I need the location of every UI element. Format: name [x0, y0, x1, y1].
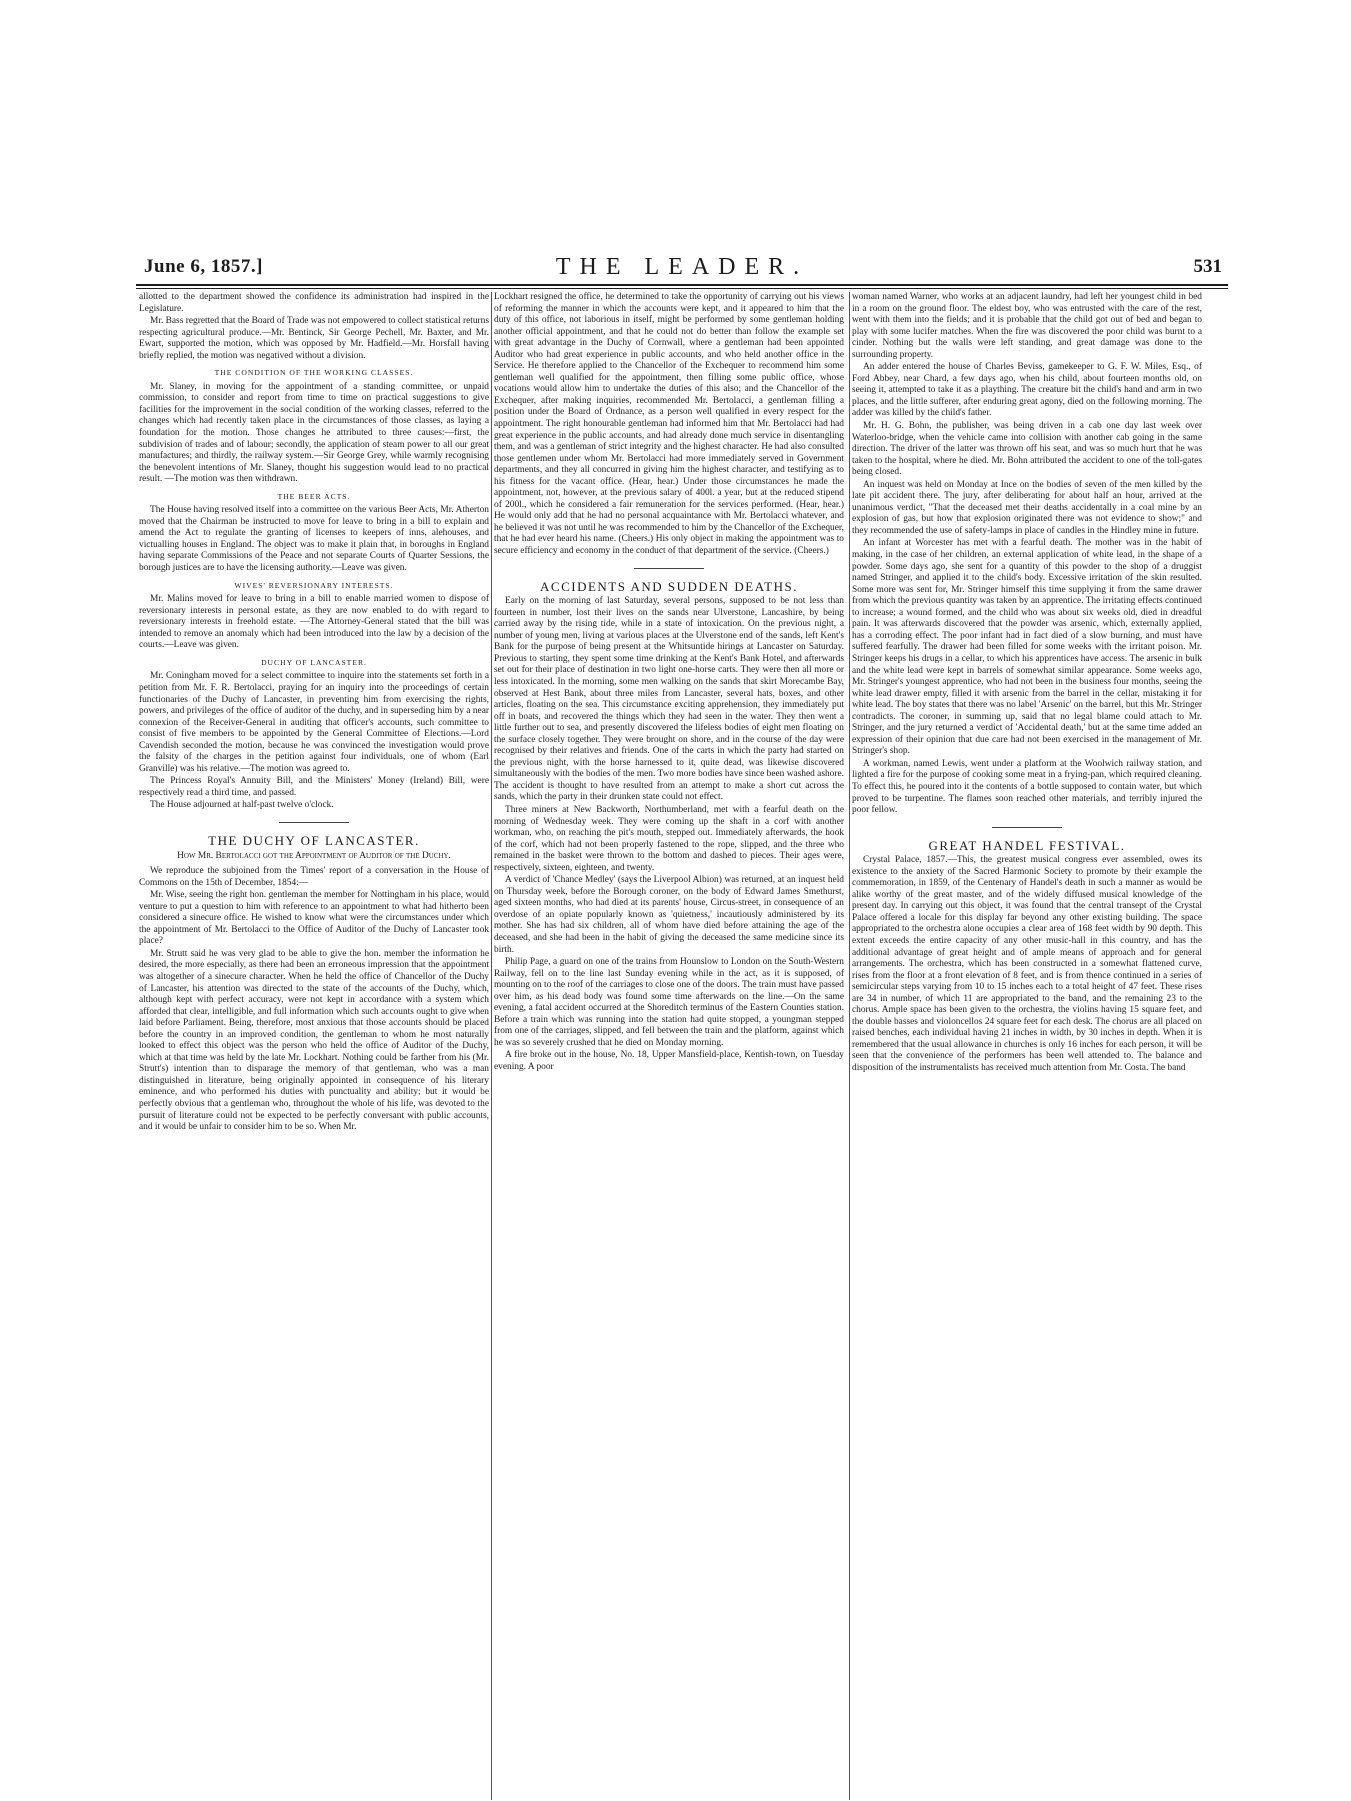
- section-rule: [634, 568, 704, 569]
- paragraph: Three miners at New Backworth, Northumberland, met with a fearful death on the morning of Wednesday week. They were coming up the shaft in a corf with another workman, who, on reaching the pit's mouth, stepped out. Immediately afterwards, the hook of the corf, which had not been properly fastened to the rope, slipped, and the three who remained in the basket were thrown to the bottom and dashed to pieces. Their ages were, respectively, sixteen, eighteen, and twenty.: [494, 804, 844, 873]
- newspaper-title: THE LEADER.: [555, 254, 809, 280]
- paragraph: A fire broke out in the house, No. 18, Upper Mansfield-place, Kentish-town, on Tuesday evening. A poor: [494, 1050, 844, 1072]
- masthead: [136, 252, 1228, 282]
- section-rule: [279, 822, 349, 823]
- issue-date: June 6, 1857.]: [144, 256, 263, 277]
- article-heading: GREAT HANDEL FESTIVAL.: [928, 837, 1126, 853]
- column-1: [139, 292, 489, 1135]
- section-rule: [992, 827, 1062, 828]
- paragraph: Mr. Wise, seeing the right hon. gentleman the member for Nottingham in his place, would venture to put a question to him with reference to an appointment to what had hitherto been considered a sinecure office. He wished to know what were the circumstances under which the appointment of Mr. Bertolacci to the Office of Auditor of the Duchy of Lancaster took place?: [139, 890, 489, 947]
- paragraph: woman named Warner, who works at an adjacent laundry, had left her youngest child in bed in a room on the ground floor. The eldest boy, who was entrusted with the care of the rest, went with them into the fields; and it is probable that the child got out of bed and began to play with some lucifer matches. When the fire was discovered the poor child was burnt to a cinder. Nothing but the walls were left standing, and great damage was done to the surrounding property.: [852, 292, 1202, 360]
- column-divider: [849, 292, 850, 1800]
- section-subheading: THE BEER ACTS.: [277, 491, 351, 501]
- paragraph: Mr. Bass regretted that the Board of Trade was not empowered to collect statistical returns respecting agricultural produce.—Mr. Bentinck, Sir George Pechell, Mr. Baxter, and Mr. Ewart, supported the motion, which was opposed by Mr. Hadfield.—Mr. Horsfall having briefly replied, the motion was negatived without a division.: [139, 316, 489, 361]
- paragraph: Mr. Slaney, in moving for the appointment of a standing committee, or unpaid commission, to consider and report from time to time on practical suggestions to give facilities for the improvement in the social condition of the working classes, referred to the changes which had recently taken place in the circumstances of those classes, as laying a foundation for the motion. Those changes he attributed to three causes:—first, the subdivision of trades and of labour; secondly, the application of steam power to all our great manufactures; and thirdly, the railway system.—Sir George Grey, while warmly recognising the benevolent intentions of Mr. Slaney, thought his suggestion would lead to no practical result. —The motion was then withdrawn.: [139, 381, 489, 485]
- section-subheading: DUCHY OF LANCASTER.: [261, 657, 367, 667]
- paragraph: allotted to the department showed the confidence its administration had inspired in the Legislature.: [139, 292, 489, 314]
- column-3: [852, 292, 1202, 1076]
- paragraph: An inquest was held on Monday at Ince on the bodies of seven of the men killed by the late pit accident there. The jury, after deliberating for about half an hour, arrived at the unanimous verdict, "That the deceased met their deaths accidentally in a coal mine by an explosion of gas, but how that explosion originated there was not evidence to show;" and they recommended the use of safety-lamps in place of candles in the Hindley mine in future.: [852, 479, 1202, 536]
- masthead-rule-thin: [136, 288, 1228, 289]
- paragraph: A verdict of 'Chance Medley' (says the Liverpool Albion) was returned, at an inquest held on Thursday week, before the Borough coroner, on the body of Edward James Smethurst, aged sixteen months, who had died at its parents' house, Circus-street, in consequence of an overdose of an opiate popularly known as 'quietness,' incautiously administered by its mother. She has had six children, all of whom have died before attaining the age of the deceased, and she had been in the habit of giving the deceased the same medicine since its birth.: [494, 875, 844, 955]
- paragraph: Mr. Strutt said he was very glad to be able to give the hon. member the information he desired, the more especially, as there had been an erroneous impression that the appointment was altogether of a sinecure character. When he held the office of Chancellor of the Duchy of Lancaster, his attention was directed to the state of the accounts of the Duchy, which, although kept with perfect accuracy, were not kept in accordance with a system which afforded that clear, intelligible, and full information which such accounts ought to give when laid before Parliament. Being, therefore, most anxious that those accounts should be placed before the country in an improved condition, the gentleman to whom he most naturally looked to effect this object was the person who held the office of Auditor of the Duchy, which at that time was held by the late Mr. Lockhart. Nothing could be farther from his (Mr. Strutt's) intention than to disparage the memory of that gentleman, who was a man distinguished in literature, being originally appointed in consequence of his literary eminence, and who performed his duties with punctuality and ability; but it would be perfectly obvious that a gentleman who, throughout the whole of his life, was devoted to the pursuit of literature could not be expected to be perfectly conversant with public accounts, and it would be unfair to consider him to be so. When Mr.: [139, 948, 489, 1133]
- paragraph: We reproduce the subjoined from the Times' report of a conversation in the House of Commons on the 15th of December, 1854:—: [139, 866, 489, 888]
- paragraph: Philip Page, a guard on one of the trains from Hounslow to London on the South-Western Railway, fell on to the line last Sunday evening while in the act, as it is supposed, of mounting on to the roof of the carriages to close one of the doors. The train must have passed over him, as his dead body was found some time afterwards on the line.—On the same evening, a fatal accident occurred at the Shoreditch terminus of the Eastern Counties station. Before a train which was running into the station had quite stopped, a youngman stepped from one of the carriages, slipped, and fell between the train and the platform, against which he was so severely crushed that he died on Monday morning.: [494, 957, 844, 1048]
- paragraph: Mr. Coningham moved for a select committee to inquire into the statements set forth in a petition from Mr. F. R. Bertolacci, praying for an inquiry into the proceedings of certain functionaries of the Duchy of Lancaster, in preventing him from exercising the rights, powers, and privileges of the office of auditor of the duchy, and in superseding him by a near connexion of the Receiver-General in auditing that officer's accounts, such committee to consist of five members to be appointed by the General Committee of Elections.—Lord Cavendish seconded the motion, because he was convinced the investigation would prove the falsity of the charges in the petition against four individuals, one of whom (Earl Granville) was his relative.—The motion was agreed to.: [139, 671, 489, 774]
- paragraph: The House adjourned at half-past twelve o'clock.: [150, 800, 334, 811]
- section-subheading: THE CONDITION OF THE WORKING CLASSES.: [214, 368, 414, 378]
- column-2: [494, 292, 844, 1075]
- paragraph: The House having resolved itself into a committee on the various Beer Acts, Mr. Atherton moved that the Chairman be instructed to move for leave to bring in a bill to explain and amend the Act to regulate the granting of licenses to keepers of inns, alehouses, and victualling houses in England. The object was to make it plain that, in boroughs in England having separate Commissions of the Peace and not separate Courts of Quarter Sessions, the borough justices are to have the licensing authority.—Leave was given.: [139, 505, 489, 574]
- article-subheading: How Mr. Bertolacci got the Appointment of Auditor of the Duchy.: [177, 850, 451, 861]
- paragraph: Early on the morning of last Saturday, several persons, supposed to be not less than fourteen in number, lost their lives on the sands near Ulverstone, Lancashire, by being carried away by the rising tide, while in a state of intoxication. On the previous night, a number of young men, living at various places at the Ulverstone end of the sands, left Kent's Bank for the purpose of being present at the Whitsuntide hirings at Lancaster on Saturday. Previous to starting, they spent some time drinking at the Kent's Bank Hotel, and afterwards set out for their place of destination in two light one-horse carts. They were then all more or less intoxicated. In the morning, some men walking on the sands that skirt Morecambe Bay, observed at Hest Bank, about three miles from Lancaster, several hats, boxes, and other articles, floating on the sea. This circumstance exciting apprehension, they immediately put off in boats, and recovered the things which they had seen in the water. They then went a little further out to sea, and presently discovered the lifeless bodies of eight men floating on the surface closely together. They were brought on shore, and in the course of the day were recognised by their relatives and friends. One of the carts in which the party had started on the previous night, with the horse harnessed to it, quite dead, was likewise discovered simultaneously with the bodies of the men. Two more bodies have since been washed ashore. The accident is thought to have resulted from an attempt to make a short cut across the sands, which the party in their drunken state could not effect.: [494, 596, 844, 803]
- section-subheading: WIVES' REVERSIONARY INTERESTS.: [234, 580, 394, 590]
- article-heading: ACCIDENTS AND SUDDEN DEATHS.: [540, 578, 798, 594]
- paragraph: Mr. Malins moved for leave to bring in a bill to enable married women to dispose of reversionary interests in personal estate, as they are now enabled to do with regard to reversionary interests in freehold estate. —The Attorney-General stated that the bill was intended to remove an anomaly which had been introduced into the law by a decision of the courts.—Leave was given.: [139, 594, 489, 651]
- article-heading: THE DUCHY OF LANCASTER.: [208, 832, 420, 848]
- paragraph: Mr. H. G. Bohn, the publisher, was being driven in a cab one day last week over Waterloo-bridge, when the vehicle came into collision with another cab going in the same direction. The driver of the latter was thrown off his seat, and was so much hurt that he was taken to the hospital, where he died. Mr. Bohn attributed the accident to one of the toll-gates being closed.: [852, 421, 1202, 478]
- paragraph: A workman, named Lewis, went under a platform at the Woolwich railway station, and lighted a fire for the purpose of cooking some meat in a frying-pan, which required cleaning. To effect this, he poured into it the contents of a bottle supposed to contain water, but which proved to be turpentine. The flames soon reached other materials, and terribly injured the poor fellow.: [852, 758, 1202, 816]
- paragraph: An infant at Worcester has met with a fearful death. The mother was in the habit of making, in the case of her children, an external application of white lead, in the shape of a powder. Some days ago, she sent for a quantity of this powder to the shop of a druggist named Stringer, and applied it to the child's body. Excessive irritation of the skin resulted. Some more was sent for, Mr. Stringer himself this time supplying it from the same drawer from which the previous quantity was taken by an apprentice. The irritating effects continued to increase; a wound formed, and the child who was about six weeks old, died in dreadful pain. It was afterwards discovered that the powder was arsenic, which, externally applied, has a corroding effect. The poor infant had in fact died of a slow burning, and must have suffered fearfully. The drawer had been filled for some weeks with the irritant poison. Mr. Stringer keeps his drugs in a cellar, to which his apprentices have access. The arsenic in bulk and the white lead were kept in barrels of somewhat similar appearance. Some weeks ago, Mr. Stringer's youngest apprentice, who had not been in the business four months, seeing the white lead drawer empty, filled it with arsenic from the barrel in the cellar, mistaking it for white lead. The boy states that there was no label 'Arsenic' on the barrel, but this Mr. Stringer contradicts. The coroner, in summing up, said that no legal blame could attach to Mr. Stringer, and the jury returned a verdict of 'Accidental death,' but at the same time added an expression of their opinion that due care had not been exercised in the management of Mr. Stringer's shop.: [852, 538, 1202, 757]
- column-divider: [491, 292, 492, 1800]
- paragraph: Crystal Palace, 1857.—This, the greatest musical congress ever assembled, owes its existence to the anxiety of the Sacred Harmonic Society to promote by their example the commemoration, in 1859, of the Centenary of Handel's death in such a manner as would be alike worthy of the great master, and of the widely diffused musical knowledge of the present day. In carrying out this object, it was found that the central transept of the Crystal Palace offered a locale for this display far beyond any other existing building. The space appropriated to the orchestra alone occupies a clear area of 168 feet width by 90 depth. This extent exceeds the entire capacity of any other music-hall in this country, and has the additional advantage of great height and of ample means of approach and for general arrangements. The orchestra, which has been constructed in a somewhat flattened curve, rises from the floor at a front elevation of 8 feet, and is from thence continued in a series of semicircular steps varying from 10 to 15 inches each to a total height of 47 feet. These rises are 34 in number, of which 11 are appropriated to the band, and the remaining 23 to the chorus. Ample space has been given to the orchestra, the violins having 15 square feet, and the double basses and violoncellos 24 square feet for each desk. The chorus are all placed on raised benches, each individual having 21 inches in width, by 30 inches in depth. When it is remembered that the usual allowance in churches is only 16 inches for each person, it will be seen that the convenience of the performers has been well attended to. The balance and disposition of the instrumentalists has received much attention from Mr. Costa. The band: [852, 855, 1202, 1073]
- paragraph: Lockhart resigned the office, he determined to take the opportunity of carrying out his views of reforming the manner in which the accounts were kept, and it appeared to him that the duty of this office, not laborious in itself, might be performed by some gentleman holding another official appointment, and that he could not do better than follow the example set with great advantage in the Duchy of Cornwall, where a gentleman had been appointed Auditor who had great experience in public accounts, and who held another office in the Service. He therefore applied to the Chancellor of the Exchequer to recommend him some gentleman well qualified for the appointment, then filling some public office, whose vocations would allow him to undertake the duties of this also; and the Chancellor of the Exchequer, after making inquiries, recommended Mr. Bertolacci, a gentleman filling a position under the Board of Ordnance, as a person well qualified in every respect for the appointment. The right honourable gentleman had informed him that Mr. Bertolacci had had great experience in the public accounts, and had already done much service in disentangling them, and was a gentleman of strict integrity and the highest character. He had also consulted those gentlemen under whom Mr. Bertolacci had more immediately served in Government departments, and they all concurred in giving him the highest character, and testifying as to his fitness for the vacant office. (Hear, hear.) Under those circumstances he made the appointment, not, however, at the previous salary of 400l. a year, but at the reduced stipend of 200l., which he considered a fair remuneration for the services performed. (Hear, hear.) He would only add that he had no personal acquaintance with Mr. Bertolacci whatever, and he believed it was not until he was recommended to him by the Chancellor of the Exchequer, that he had ever heard his name. (Cheers.) His only object in making the appointment was to secure efficiency and economy in the conduct of that department of the service. (Cheers.): [494, 292, 844, 557]
- page-number: 531: [1193, 256, 1222, 277]
- masthead-rule-thick: [136, 284, 1228, 286]
- paragraph: The Princess Royal's Annuity Bill, and the Ministers' Money (Ireland) Bill, were respectively read a third time, and passed.: [139, 776, 489, 798]
- paragraph: An adder entered the house of Charles Beviss, gamekeeper to G. F. W. Miles, Esq., of Ford Abbey, near Chard, a few days ago, when his child, about fourteen months old, on seeing it, attempted to take it as a plaything. The creature bit the child's hand and arm in two places, and the little sufferer, after enduring great agony, died on the following morning. The adder was killed by the child's father.: [852, 362, 1202, 419]
